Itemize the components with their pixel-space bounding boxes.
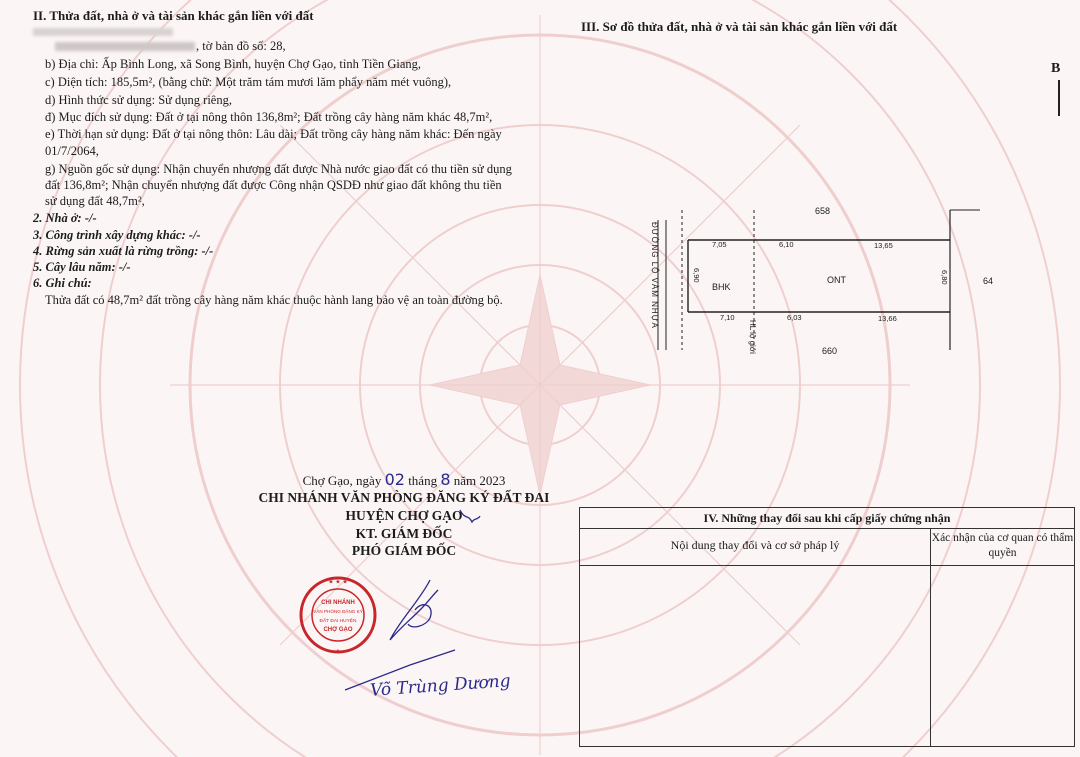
svg-text:★ ★ ★: ★ ★ ★ — [328, 579, 348, 586]
org-line-1: CHI NHÁNH VĂN PHÒNG ĐĂNG KÝ ĐẤT ĐAI — [258, 490, 550, 505]
neighbor-parcel-right: 64 — [983, 276, 994, 286]
changes-header-row — [580, 529, 1074, 566]
origin-line-1: g) Nguồn gốc sử dụng: Nhận chuyển nhượng đất được Nhà nước giao đất có thu tiền sử dụng — [45, 162, 512, 176]
org-line-2: HUYỆN CHỢ GẠO — [345, 508, 463, 523]
role-line-2: PHÓ GIÁM ĐỐC — [351, 543, 457, 558]
neighbor-parcel-top: 658 — [815, 206, 831, 216]
dim-bottom-3: 13,66 — [878, 314, 897, 323]
dim-top-1: 7,05 — [712, 240, 727, 249]
handwritten-signature — [340, 500, 500, 700]
north-label: B — [1051, 61, 1061, 76]
svg-text:VĂN PHÒNG ĐĂNG KÝ: VĂN PHÒNG ĐĂNG KÝ — [313, 609, 363, 614]
section-iii-title: III. Sơ đồ thửa đất, nhà ở và tài sản khác gắn liền với đất — [581, 19, 898, 34]
item-perennial: 5. Cây lâu năm: -/- — [33, 260, 131, 274]
parcel-diagram — [640, 200, 1020, 370]
use-form-line: d) Hình thức sử dụng: Sử dụng riêng, — [45, 93, 232, 107]
parcel-map-sheet: , tờ bản đồ số: 28, — [196, 39, 286, 53]
term-line-1: e) Thời hạn sử dụng: Đất ở tại nông thôn: Lâu dài; Đất trồng cây hàng năm khác: Đến ngày — [45, 127, 502, 141]
zone-bhk: BHK — [712, 282, 731, 292]
item-other-construction: 3. Công trình xây dựng khác: -/- — [33, 228, 201, 242]
north-arrow-icon — [1052, 78, 1066, 118]
dim-top-2: 6,10 — [779, 240, 794, 249]
dim-bottom-2: 6,03 — [787, 313, 802, 322]
dim-right: 6,80 — [940, 270, 949, 285]
role-line-1: KT. GIÁM ĐỐC — [355, 526, 453, 541]
svg-text:ĐẤT ĐAI HUYỆN: ĐẤT ĐAI HUYỆN — [319, 619, 357, 624]
changes-title: IV. Những thay đổi sau khi cấp giấy chứng nhận — [580, 508, 1074, 529]
origin-line-2: đất 136,8m²; Nhận chuyển nhượng đất được Công nhận QSDĐ như giao đất không thu tiền — [45, 178, 502, 192]
purpose-line: đ) Mục đích sử dụng: Đất ở tại nông thôn 136,8m²; Đất trồng cây hàng năm khác 48,7m², — [45, 110, 493, 124]
month-label: tháng — [408, 473, 438, 488]
hl-label: HL lộ giới — [748, 320, 757, 354]
neighbor-parcel-bottom: 660 — [822, 346, 838, 356]
svg-text:★: ★ — [335, 649, 341, 655]
sign-date — [204, 470, 604, 489]
signer-name: Võ Trùng Dương — [369, 671, 512, 701]
date-day: 02 — [384, 470, 405, 489]
note-text: Thửa đất có 48,7m² đất trồng cây hàng năm khác thuộc hành lang bảo vệ an toàn đường bộ. — [45, 293, 503, 307]
dim-top-3: 13,65 — [874, 241, 893, 250]
changes-col-confirm: Xác nhận của cơ quan có thẩm quyền — [931, 532, 1074, 559]
dim-bottom-1: 7,10 — [720, 313, 735, 322]
svg-text:CHỢ GẠO: CHỢ GẠO — [323, 627, 353, 633]
item-note-heading: 6. Ghi chú: — [33, 276, 92, 290]
zone-ont: ONT — [827, 275, 846, 285]
item-forest: 4. Rừng sản xuất là rừng trồng: -/- — [33, 244, 214, 258]
section-ii-title: II. Thửa đất, nhà ở và tài sản khác gắn liền với đất — [33, 8, 314, 23]
date-year: năm 2023 — [453, 473, 506, 488]
term-line-2: 01/7/2064, — [45, 144, 99, 158]
date-month: 8 — [440, 470, 451, 489]
date-prefix: Chợ Gạo, ngày — [302, 473, 382, 488]
road-label: ĐƯỜNG LỘ VÀM NHỰA — [650, 222, 659, 329]
address-line: b) Địa chỉ: Ấp Bình Long, xã Song Bình, huyện Chợ Gạo, tỉnh Tiền Giang, — [45, 57, 422, 71]
redacted-parcel-number — [55, 42, 195, 51]
changes-col-content: Nội dung thay đổi và cơ sở pháp lý — [670, 538, 840, 552]
svg-text:CHI NHÁNH: CHI NHÁNH — [321, 600, 355, 606]
dim-left: 6,90 — [692, 268, 701, 283]
redacted-line — [33, 28, 173, 36]
item-house: 2. Nhà ở: -/- — [33, 211, 97, 225]
area-line: c) Diện tích: 185,5m², (bằng chữ: Một trăm tám mươi lăm phẩy năm mét vuông), — [45, 75, 452, 89]
origin-line-3: sử dụng đất 48,7m², — [45, 194, 145, 208]
changes-table — [579, 507, 1075, 747]
table-divider — [930, 529, 931, 746]
